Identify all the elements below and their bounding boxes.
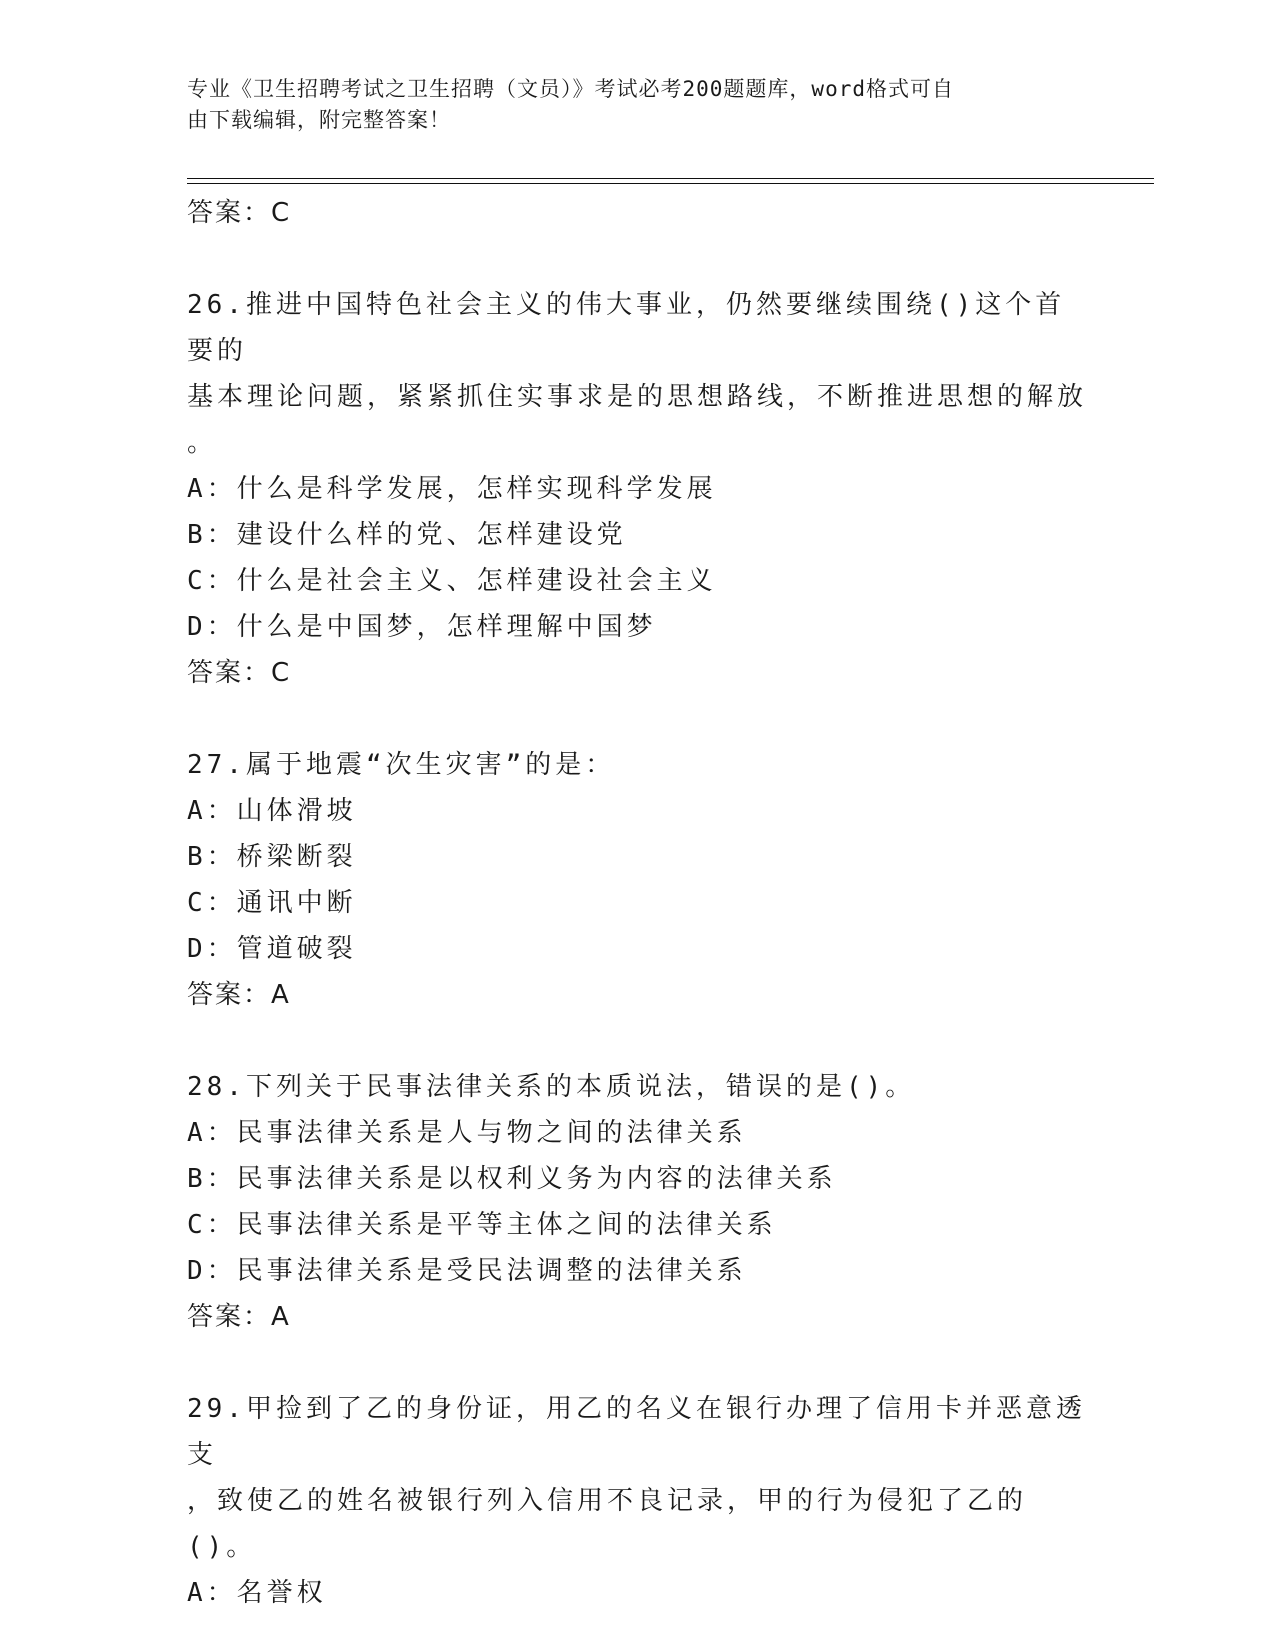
- stem-line: 28.下列关于民事法律关系的本质说法，错误的是()。: [187, 1072, 916, 1102]
- option-b: B：建设什么样的党、怎样建设党: [187, 520, 627, 550]
- header-line-2: 由下载编辑，附完整答案！: [187, 108, 451, 132]
- option-a: A：什么是科学发展，怎样实现科学发展: [187, 474, 717, 504]
- option-d: D：民事法律关系是受民法调整的法律关系: [187, 1256, 747, 1286]
- option-b: B：桥梁断裂: [187, 842, 357, 872]
- stem-line: 26.推进中国特色社会主义的伟大事业，仍然要继续围绕()这个首要的: [187, 290, 1066, 366]
- option-b: B：民事法律关系是以权利义务为内容的法律关系: [187, 1164, 837, 1194]
- question-list: [187, 190, 1087, 1616]
- answer: 答案：C: [187, 658, 292, 688]
- question-stem: [187, 282, 1087, 466]
- option-a: A：民事法律关系是人与物之间的法律关系: [187, 1118, 747, 1148]
- question-stem: [187, 1386, 1087, 1570]
- stem-line: ，致使乙的姓名被银行列入信用不良记录，甲的行为侵犯了乙的()。: [187, 1486, 1028, 1562]
- option-d: D：什么是中国梦，怎样理解中国梦: [187, 612, 657, 642]
- stem-line: 27.属于地震“次生灾害”的是：: [187, 750, 616, 780]
- document-header: [187, 74, 1067, 136]
- option-c: C：通讯中断: [187, 888, 357, 918]
- question-stem: [187, 1064, 1087, 1110]
- option-c: C：什么是社会主义、怎样建设社会主义: [187, 566, 717, 596]
- stem-line: 基本理论问题，紧紧抓住实事求是的思想路线，不断推进思想的解放: [187, 382, 1088, 412]
- question-29: [187, 1386, 1087, 1616]
- answer: 答案：A: [187, 980, 291, 1010]
- option-d: D：管道破裂: [187, 934, 357, 964]
- previous-answer: 答案：C: [187, 198, 292, 228]
- option-a: A：山体滑坡: [187, 796, 357, 826]
- question-28: [187, 1064, 1087, 1340]
- answer: 答案：A: [187, 1302, 291, 1332]
- option-a: A：名誉权: [187, 1578, 327, 1608]
- stem-line: 。: [187, 428, 218, 458]
- header-rule-bottom: [187, 183, 1154, 184]
- question-27: [187, 742, 1087, 1018]
- header-line-1: 专业《卫生招聘考试之卫生招聘（文员）》考试必考200题题库，word格式可自: [187, 77, 954, 101]
- header-rule-top: [187, 178, 1154, 179]
- question-26: [187, 282, 1087, 696]
- option-c: C：民事法律关系是平等主体之间的法律关系: [187, 1210, 777, 1240]
- stem-line: 29.甲捡到了乙的身份证，用乙的名义在银行办理了信用卡并恶意透支: [187, 1394, 1086, 1470]
- question-stem: [187, 742, 1087, 788]
